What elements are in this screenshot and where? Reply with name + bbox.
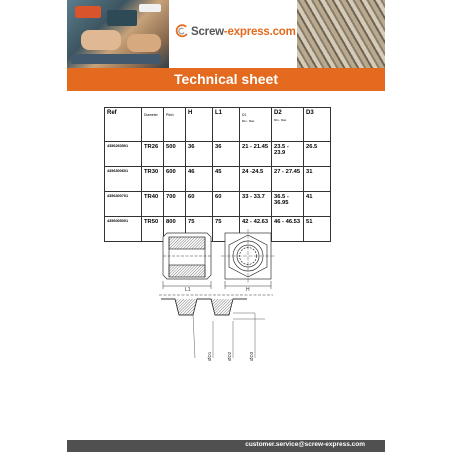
- cell-ref: 4356300601: [105, 167, 142, 192]
- cell-pitch: 500: [164, 142, 186, 167]
- cell-pitch: 800: [164, 217, 186, 242]
- col-header-l1: L1: [213, 108, 240, 142]
- technical-drawing: [155, 223, 295, 363]
- cell-d3: 26.5: [304, 142, 331, 167]
- cell-diameter: TR30: [142, 167, 164, 192]
- logo-text: [191, 26, 296, 38]
- logo-suffix: -express.com: [223, 26, 296, 38]
- cell-d3: 31: [304, 167, 331, 192]
- cell-d2: 46 - 46.53: [272, 217, 304, 242]
- table-row: [105, 192, 331, 217]
- cell-pitch: 600: [164, 167, 186, 192]
- table-row: [105, 142, 331, 167]
- cell-ref: 4356260501: [105, 142, 142, 167]
- cell-h: 46: [186, 167, 213, 192]
- col-header-h: H: [186, 108, 213, 142]
- cell-ref: 4356005001: [105, 217, 142, 242]
- brand-logo[interactable]: [169, 0, 297, 68]
- cell-h: 60: [186, 192, 213, 217]
- cell-l1: 36: [213, 142, 240, 167]
- cell-h: 75: [186, 217, 213, 242]
- col-header-d2: D2 Min - Max: [272, 108, 304, 142]
- nut-side-view: [163, 233, 211, 279]
- cell-diameter: TR26: [142, 142, 164, 167]
- cell-h: 36: [186, 142, 213, 167]
- cell-d3: 51: [304, 217, 331, 242]
- cell-d2: 36.5 - 36.95: [272, 192, 304, 217]
- workbench-photo: [67, 0, 169, 68]
- cell-ref: 4356400701: [105, 192, 142, 217]
- screws-photo: [297, 0, 385, 68]
- label-l1: L1: [185, 287, 191, 293]
- cell-pitch: 700: [164, 192, 186, 217]
- cell-d2: 27 - 27.45: [272, 167, 304, 192]
- page-title: Technical sheet: [67, 68, 385, 91]
- logo-name: Screw: [191, 26, 224, 38]
- col-header-d1: D1 Min - Max: [240, 108, 272, 142]
- cell-d2: 23.5 - 23.9: [272, 142, 304, 167]
- label-d1: ØD1: [207, 351, 212, 361]
- table-row: [105, 167, 331, 192]
- footer-bar: [67, 440, 385, 452]
- cell-l1: 60: [213, 192, 240, 217]
- label-d3: ØD3: [249, 351, 254, 361]
- cell-d1: 33 - 33.7: [240, 192, 272, 217]
- header-banner: [67, 0, 385, 68]
- contact-email-link[interactable]: customer.service@screw-express.com: [245, 441, 365, 448]
- col-header-ref: Ref: [105, 108, 142, 142]
- label-d2: ØD2: [227, 351, 232, 361]
- cell-l1: 45: [213, 167, 240, 192]
- thread-profile: [159, 295, 273, 358]
- cell-d1: 21 - 21.45: [240, 142, 272, 167]
- label-h: H: [246, 287, 250, 293]
- col-header-d3: D3: [304, 108, 331, 142]
- cell-l1: 75: [213, 217, 240, 242]
- cell-d1: 42 - 42.63: [240, 217, 272, 242]
- col-header-pitch: Pitch: [164, 108, 186, 142]
- cell-diameter: TR40: [142, 192, 164, 217]
- table-header-row: [105, 108, 331, 142]
- cell-d3: 41: [304, 192, 331, 217]
- spec-table: [104, 107, 331, 242]
- cell-d1: 24 -24.5: [240, 167, 272, 192]
- col-header-diameter: Diameter: [142, 108, 164, 142]
- cell-diameter: TR50: [142, 217, 164, 242]
- nut-front-view: [221, 229, 275, 283]
- logo-swirl-icon: [175, 24, 189, 38]
